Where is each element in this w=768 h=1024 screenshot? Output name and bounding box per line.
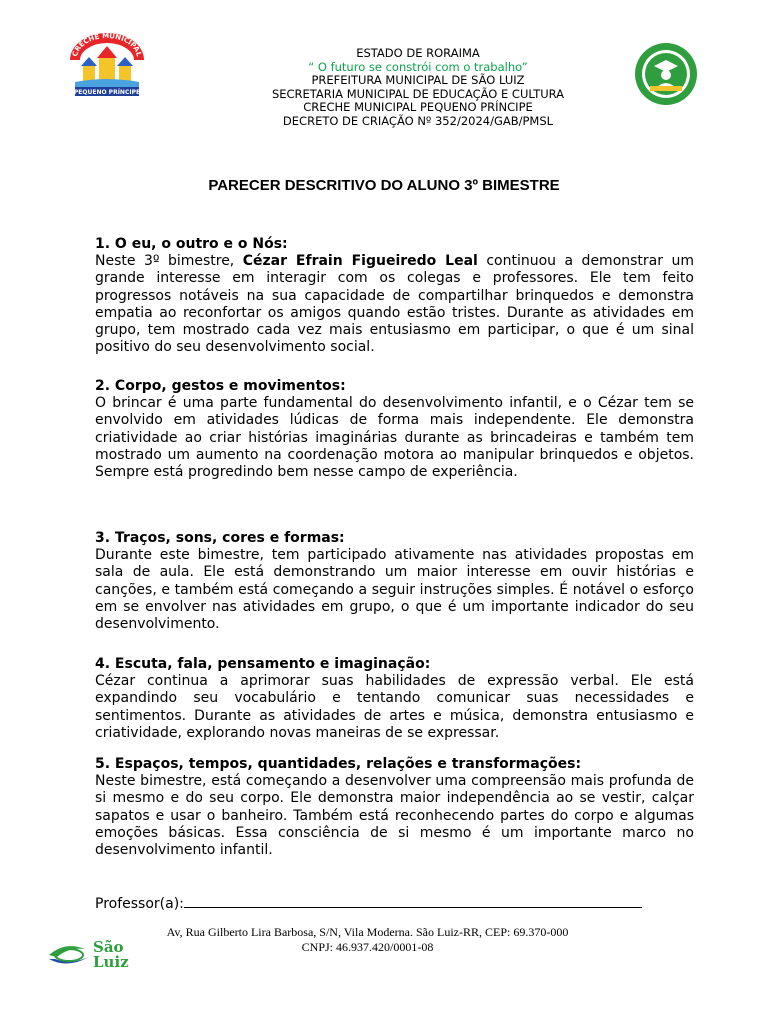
logo-text-sao: São	[93, 938, 124, 956]
teacher-signature	[95, 895, 642, 912]
sao-luiz-logo	[45, 935, 145, 971]
section-1	[95, 236, 694, 356]
page-title: PARECER DESCRITIVO DO ALUNO 3º BIMESTRE	[208, 177, 560, 194]
section-heading: 4. Escuta, fala, pensamento e imaginação:	[95, 656, 431, 672]
header-creche: CRECHE MUNICIPAL PEQUENO PRÍNCIPE	[303, 100, 533, 114]
section-body: Neste bimestre, está começando a desenvolver uma compreensão mais profunda de si mesmo e do seu corpo. Ele demonstra maior independência ao se vestir, calçar sapatos e usar o banheiro. Também está reconhecendo partes do corpo e algumas emoções básicas. Essa consciência de si mesmo é um importante marco no desenvolvimento infantil.	[95, 773, 694, 859]
section-3	[95, 530, 694, 633]
creche-logo-top-text: CRECHE MUNICIPAL	[71, 32, 143, 58]
section-text: continuou a demonstrar um grande interesse em interagir com os colegas e professores. Ele tem feito progressos notáveis na sua capacidade de compartilhar brinquedos e demonstra empatia ao reconfortar os amigos quando estão tristes. Durante as atividades em grupo, tem mostrado cada vez mais entusiasmo em participar, o que é um sinal positivo do seu desenvolvimento social.	[95, 253, 694, 356]
section-4	[95, 656, 694, 742]
section-heading: 3. Traços, sons, cores e formas:	[95, 530, 345, 546]
signature-label: Professor(a):	[95, 896, 184, 912]
section-text-intro: Neste 3º bimestre,	[95, 253, 243, 270]
section-heading: 1. O eu, o outro e o Nós:	[95, 236, 288, 252]
signature-line	[184, 895, 642, 908]
creche-logo	[69, 32, 145, 98]
section-2	[95, 378, 694, 481]
footer	[150, 925, 585, 954]
section-body: Durante este bimestre, tem participado ativamente nas atividades propostas em sala de aula. Ele está demonstrando um maior interesse em ouvir histórias e canções, e também está começando a seguir instruções simples. É notável o esforço em se envolver nas atividades em grupo, o que é um importante indicador do seu desenvolvimento.	[95, 547, 694, 633]
section-body: O brincar é uma parte fundamental do desenvolvimento infantil, e o Cézar tem se envolvido em atividades lúdicas de forma mais independente. Ele demonstra criatividade ao criar histórias imaginárias durante as brincadeiras e também tem mostrado um aumento na coordenação motora ao manipular brinquedos e objetos. Sempre está progredindo bem nesse campo de experiência.	[95, 395, 694, 481]
footer-address: Av, Rua Gilberto Lira Barbosa, S/N, Vila Moderna. São Luiz-RR, CEP: 69.370-000	[166, 925, 569, 939]
student-name: Cézar Efrain Figueiredo Leal	[242, 253, 478, 270]
letterhead	[200, 47, 636, 128]
header-prefecture: PREFEITURA MUNICIPAL DE SÃO LUIZ	[311, 73, 525, 87]
header-motto: “ O futuro se constrói com o trabalho”	[308, 59, 528, 74]
section-heading: 2. Corpo, gestos e movimentos:	[95, 378, 346, 394]
header-secretariat: SECRETARIA MUNICIPAL DE EDUCAÇÃO E CULTURA	[271, 86, 565, 101]
section-body	[95, 253, 694, 356]
education-seal-logo	[634, 42, 698, 106]
logo-text-luiz: Luiz	[93, 953, 129, 971]
creche-logo-bottom-text: PEQUENO PRÍNCIPE	[73, 89, 141, 96]
header-decree: DECRETO DE CRIAÇÃO Nº 352/2024/GAB/PMSL	[282, 113, 554, 128]
section-5	[95, 756, 694, 859]
header-state: ESTADO DE RORAIMA	[356, 46, 480, 60]
section-heading: 5. Espaços, tempos, quantidades, relações e transformações:	[95, 756, 582, 772]
footer-cnpj: CNPJ: 46.937.420/0001-08	[301, 939, 434, 954]
section-body: Cézar continua a aprimorar suas habilidades de expressão verbal. Ele está expandindo seu vocabulário e tentando comunicar suas necessidades e sentimentos. Durante as atividades de artes e música, demonstra entusiasmo e criatividade, explorando novas maneiras de se expressar.	[95, 673, 694, 741]
